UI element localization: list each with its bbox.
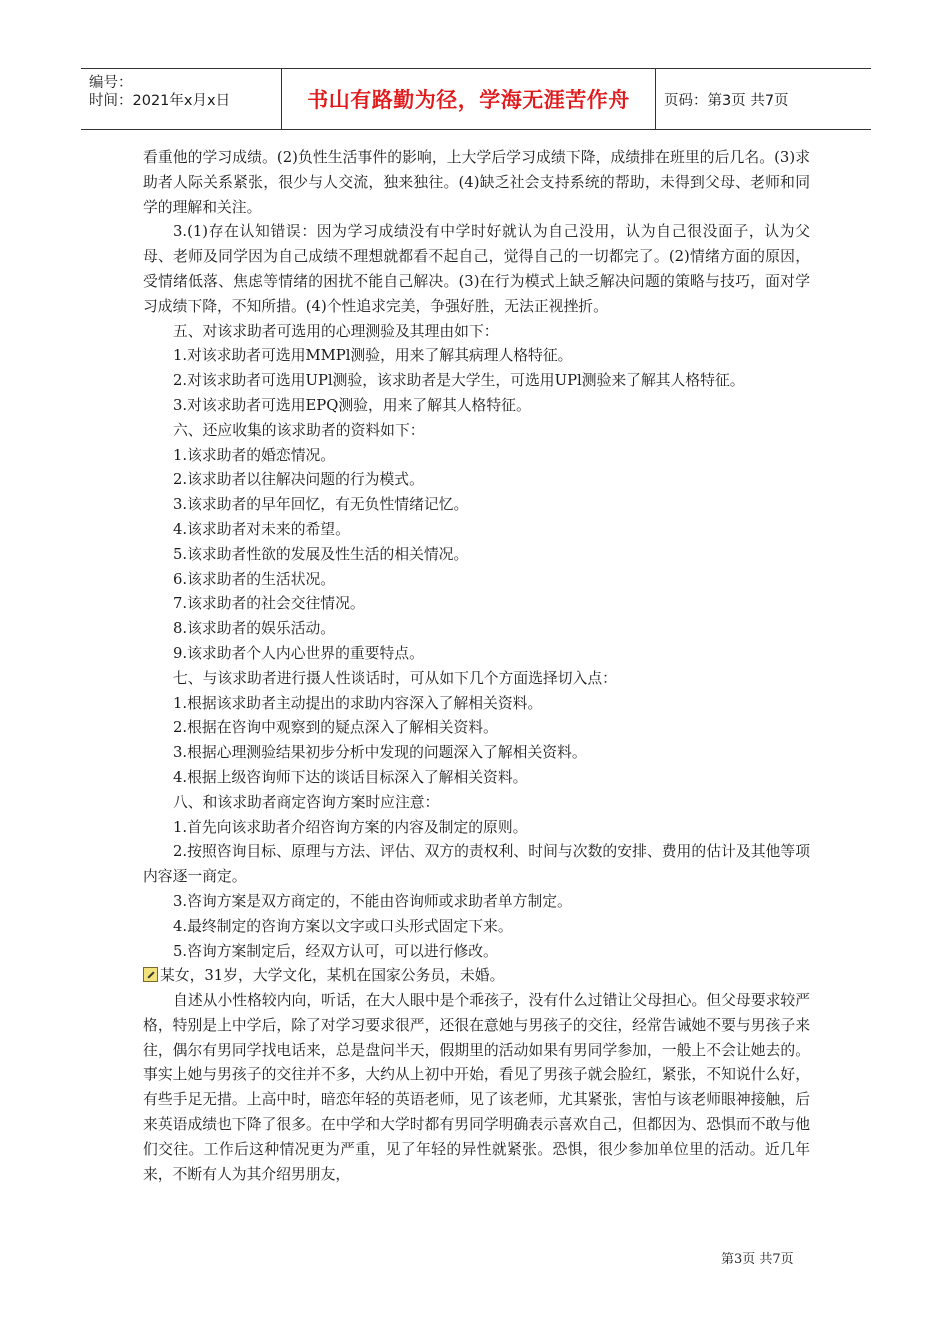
list-item: 3.咨询方案是双方商定的，不能由咨询师或求助者单方制定。 (173, 892, 572, 910)
document-body (143, 146, 810, 1187)
case-intro (143, 964, 810, 989)
number-label: 编号： (89, 75, 133, 91)
pencil-note-icon (143, 967, 158, 982)
list-item: 3.该求助者的早年回忆，有无负性情绪记忆。 (173, 496, 469, 514)
list-item: 2.对该求助者可选用UPl测验，该求助者是大学生，可选用UPl测验来了解其人格特征。 (173, 372, 745, 390)
list-item: 2.根据在咨询中观察到的疑点深入了解相关资料。 (173, 719, 498, 737)
list-item: 6.该求助者的生活状况。 (173, 570, 336, 588)
header-motto: 书山有路勤为径，学海无涯苦作舟 (282, 69, 656, 129)
list-item: 1.根据该求助者主动提出的求助内容深入了解相关资料。 (173, 694, 543, 712)
case-intro-text: 某女，31岁，大学文化，某机在国家公务员，未婚。 (160, 967, 505, 985)
paragraph: 3.(1)存在认知错误：因为学习成绩没有中学时好就认为自己没用，认为自己很没面子，认为父母、老师及同学因为自己成绩不理想就都看不起自己，觉得自己的一切都完了。(2)情绪方面的原因，受情绪低落、焦虑等情绪的困扰不能自己解决。(3)在行为模式上缺乏解决问题的策略与技巧，面对学习成绩下降，不知所措。(4)个性追求完美，争强好胜，无法正视挫折。 (143, 223, 810, 315)
list-item: 4.根据上级咨询师下达的谈话目标深入了解相关资料。 (173, 768, 528, 786)
header-meta-cell (81, 69, 282, 129)
page-header (81, 68, 871, 130)
section-heading: 七、与该求助者进行摄人性谈话时，可从如下几个方面选择切入点： (173, 669, 617, 687)
list-item: 5.咨询方案制定后，经双方认可，可以进行修改。 (173, 942, 498, 960)
list-item: 3.根据心理测验结果初步分析中发现的问题深入了解相关资料。 (173, 744, 587, 762)
list-item: 5.该求助者性欲的发展及性生活的相关情况。 (173, 545, 469, 563)
list-item: 2.该求助者以往解决问题的行为模式。 (173, 471, 424, 489)
list-item: 4.该求助者对未来的希望。 (173, 520, 350, 538)
date-line: 时间：2021年x月x日 (89, 93, 231, 109)
section-heading: 八、和该求助者商定咨询方案时应注意： (173, 793, 440, 811)
list-item: 8.该求助者的娱乐活动。 (173, 620, 336, 638)
list-item: 7.该求助者的社会交往情况。 (173, 595, 365, 613)
list-item: 1.该求助者的婚恋情况。 (173, 446, 336, 464)
list-item: 9.该求助者个人内心世界的重要特点。 (173, 644, 424, 662)
list-item: 3.对该求助者可选用EPQ测验，用来了解其人格特征。 (173, 396, 531, 414)
list-item: 4.最终制定的咨询方案以文字或口头形式固定下来。 (173, 917, 513, 935)
page-footer: 第3页 共7页 (721, 1252, 794, 1267)
header-page-label: 页码：第3页 共7页 (664, 92, 789, 109)
list-item: 1.对该求助者可选用MMPl测验，用来了解其病理人格特征。 (173, 347, 573, 365)
list-item: 1.首先向该求助者介绍咨询方案的内容及制定的原则。 (173, 818, 528, 836)
section-heading: 五、对该求助者可选用的心理测验及其理由如下： (173, 322, 499, 340)
paragraph: 自述从小性格较内向，听话，在大人眼中是个乖孩子，没有什么过错让父母担心。但父母要求较严格，特别是上中学后，除了对学习要求很严，还很在意她与男孩子的交往，经常告诫她不要与男孩子来往，偶尔有男同学找电话来，总是盘问半天，假期里的活动如果有男同学参加，一般上不会让她去的。事实上她与男孩子的交往并不多，大约从上初中开始，看见了男孩子就会脸红，紧张，不知说什么好，有些手足无措。上高中时，暗恋年轻的英语老师，见了该老师，尤其紧张，害怕与该老师眼神接触，后来英语成绩也下降了很多。在中学和大学时都有男同学明确表示喜欢自己，但都因为、恐惧而不敢与他们交往。工作后这种情况更为严重，见了年轻的异性就紧张。恐惧，很少参加单位里的活动。近几年来，不断有人为其介绍男朋友， (143, 992, 810, 1183)
section-heading: 六、还应收集的该求助者的资料如下： (173, 421, 425, 439)
paragraph: 看重他的学习成绩。(2)负性生活事件的影响，上大学后学习成绩下降，成绩排在班里的后几名。(3)求助者人际关系紧张，很少与人交流，独来独往。(4)缺乏社会支持系统的帮助，未得到父母、老师和同学的理解和关注。 (143, 149, 810, 216)
list-item: 2.按照咨询目标、原理与方法、评估、双方的责权利、时间与次数的安排、费用的估计及其他等项内容逐一商定。 (143, 843, 810, 886)
